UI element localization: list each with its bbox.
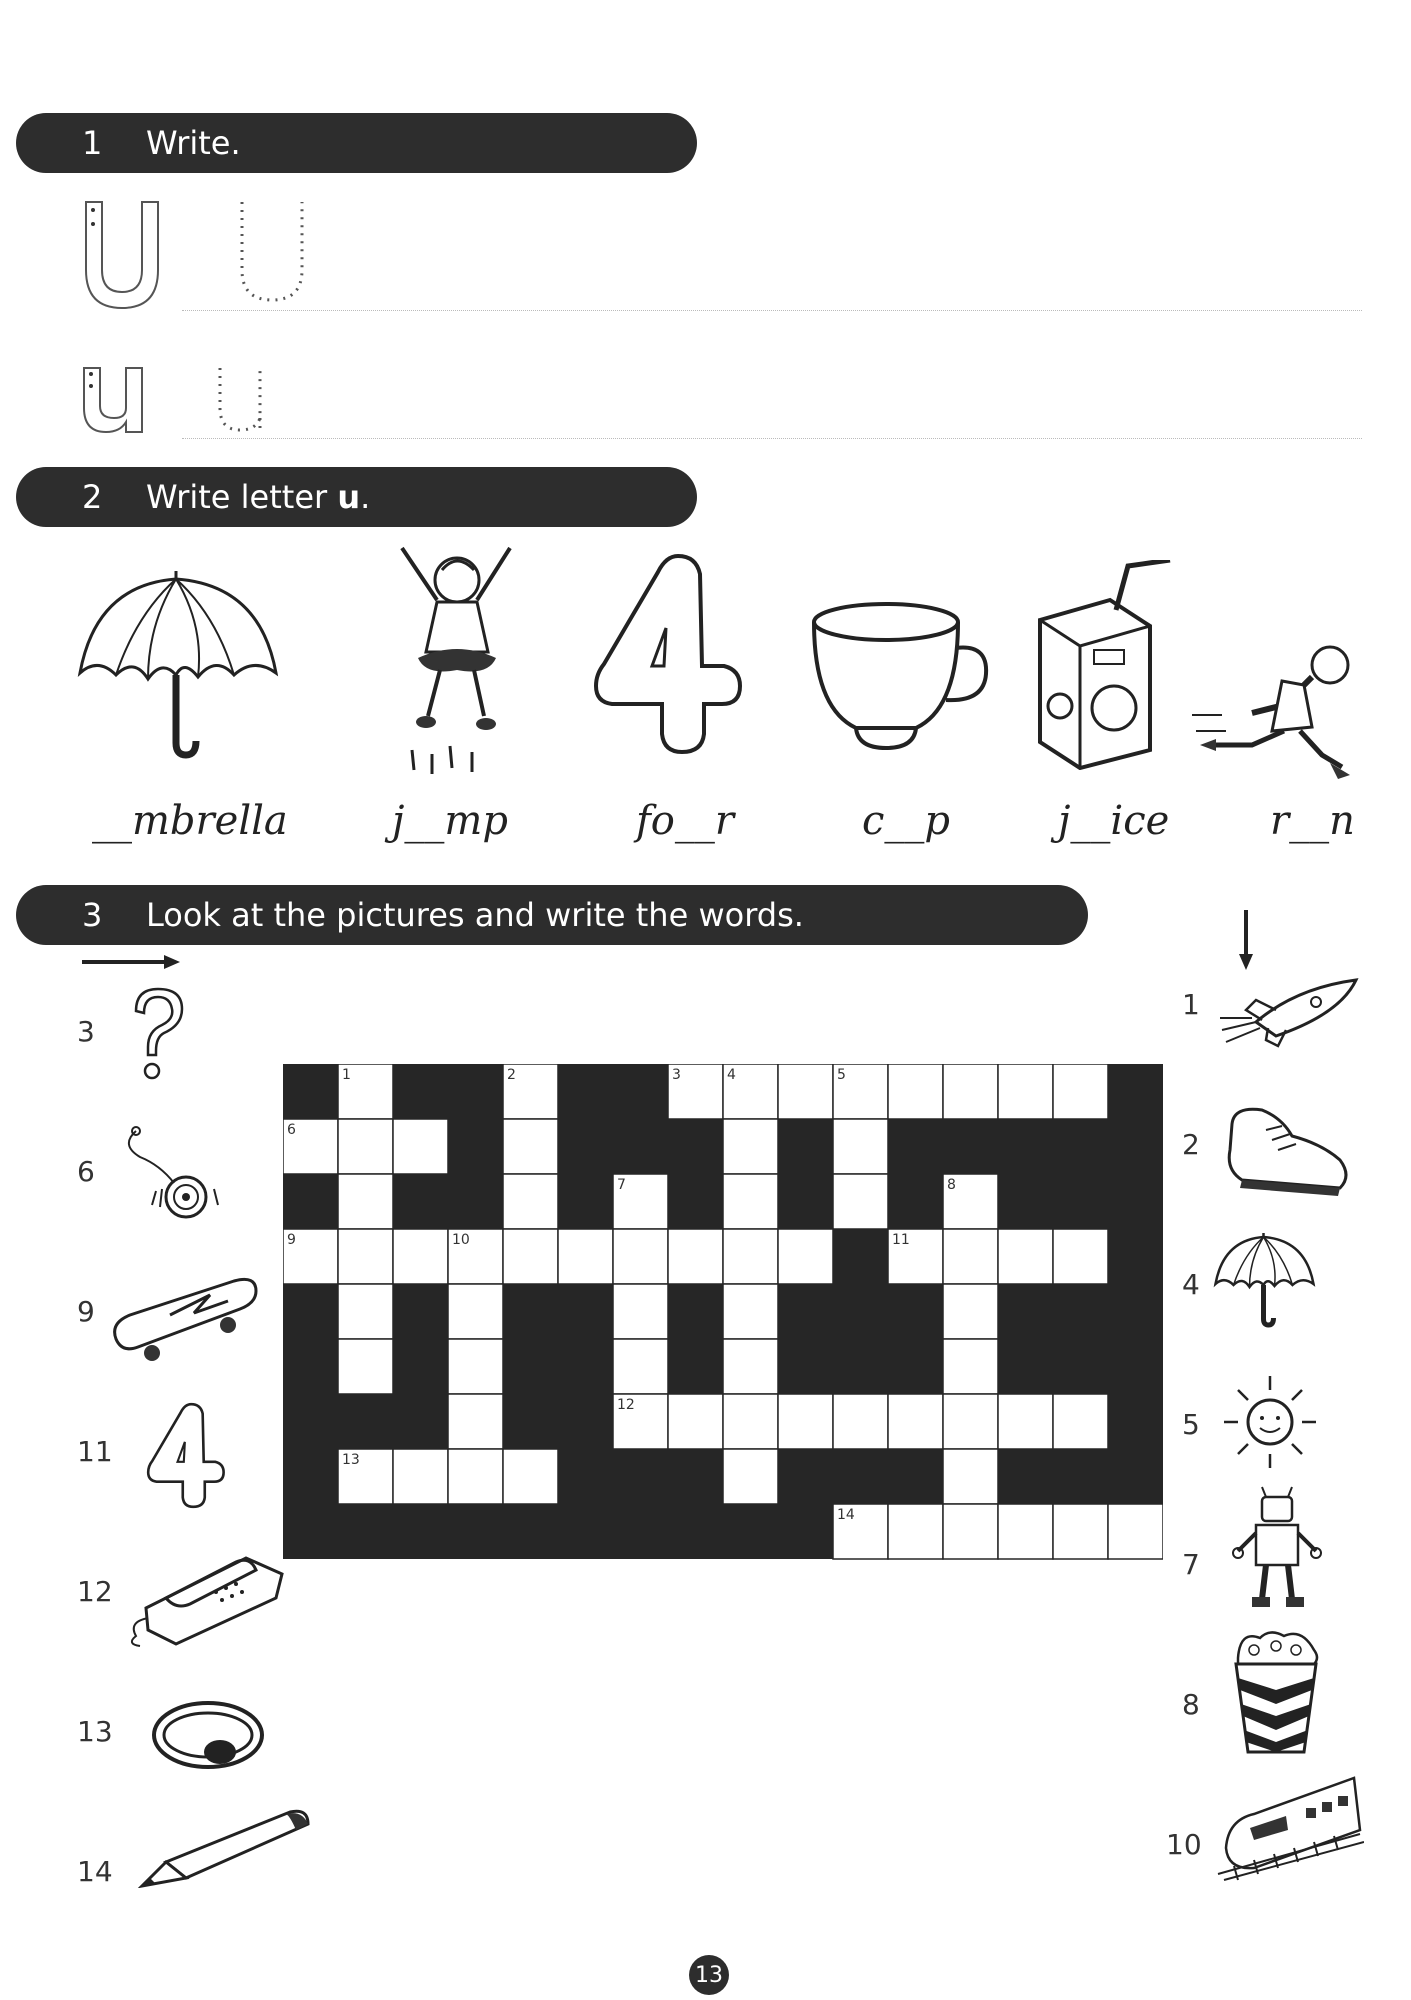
- crossword-cell[interactable]: [1108, 1504, 1163, 1559]
- crossword-cell-number: 12: [617, 1397, 635, 1413]
- crossword-cell[interactable]: [558, 1229, 613, 1284]
- crossword-cell[interactable]: [503, 1174, 558, 1229]
- instruction-letter: u: [337, 478, 361, 516]
- crossword-cell[interactable]: [723, 1119, 778, 1174]
- word-jump: j__mp: [392, 798, 508, 844]
- crossword-cell[interactable]: [888, 1064, 943, 1119]
- instruction-suffix: .: [360, 478, 371, 516]
- crossword-cell-number: 7: [617, 1177, 626, 1193]
- ring-icon: [148, 1690, 268, 1780]
- crossword-cell[interactable]: [393, 1449, 448, 1504]
- down-clue-number: 10: [1166, 1828, 1202, 1861]
- word-four: fo__r: [636, 798, 735, 844]
- exercise-instruction: Write.: [146, 124, 241, 162]
- crossword-cell[interactable]: [723, 1174, 778, 1229]
- crossword-cell-number: 8: [947, 1177, 956, 1193]
- crossword-cell[interactable]: [1053, 1394, 1108, 1449]
- crossword-cell[interactable]: [448, 1284, 503, 1339]
- crossword-cell[interactable]: [613, 1339, 668, 1394]
- crossword-cell[interactable]: [503, 1229, 558, 1284]
- crossword-cell-number: 11: [892, 1232, 910, 1248]
- crossword-cell[interactable]: [723, 1394, 778, 1449]
- crossword-cell[interactable]: [338, 1229, 393, 1284]
- crossword-cell[interactable]: [888, 1394, 943, 1449]
- rocket-icon: [1216, 970, 1376, 1050]
- crossword-cell-number: 5: [837, 1067, 846, 1083]
- train-icon: [1214, 1770, 1364, 1882]
- crossword-cell[interactable]: [943, 1394, 998, 1449]
- across-clue-number: 11: [77, 1435, 113, 1468]
- exercise-instruction: Look at the pictures and write the words.: [146, 896, 804, 934]
- across-clue-number: 9: [77, 1295, 95, 1328]
- popcorn-icon: [1230, 1628, 1322, 1756]
- crossword-cell[interactable]: [338, 1174, 393, 1229]
- crossword-cell[interactable]: [943, 1504, 998, 1559]
- writing-line[interactable]: [182, 310, 1362, 311]
- crossword-grid: [283, 1064, 1163, 1561]
- writing-line[interactable]: [182, 438, 1362, 439]
- exercise-instruction: [146, 478, 370, 516]
- juice-box-icon: [1030, 560, 1180, 770]
- exercise-number: 1: [82, 124, 103, 162]
- shoe-icon: [1222, 1100, 1352, 1200]
- crossword-cell[interactable]: [338, 1119, 393, 1174]
- instruction-prefix: Write letter: [146, 478, 328, 516]
- crossword-cell[interactable]: [943, 1339, 998, 1394]
- across-clue-number: 6: [77, 1155, 95, 1188]
- crossword-cell[interactable]: [668, 1394, 723, 1449]
- crossword-cell-number: 2: [507, 1067, 516, 1083]
- exercise-2-banner: [16, 467, 697, 527]
- across-clue-number: 12: [77, 1575, 113, 1608]
- lowercase-u-tracing: [80, 360, 300, 440]
- down-clue-number: 7: [1182, 1548, 1200, 1581]
- yoyo-icon: [116, 1125, 226, 1225]
- exercise-number: 2: [82, 478, 103, 516]
- crossword-cell[interactable]: [503, 1449, 558, 1504]
- question-mark-icon: [128, 985, 188, 1085]
- crossword-cell[interactable]: [833, 1174, 888, 1229]
- crossword-cell[interactable]: [778, 1394, 833, 1449]
- crossword-cell[interactable]: [1053, 1064, 1108, 1119]
- down-clue-number: 5: [1182, 1408, 1200, 1441]
- crossword-cell[interactable]: [998, 1229, 1053, 1284]
- uppercase-u-tracing: [80, 190, 340, 320]
- down-clue-number: 2: [1182, 1128, 1200, 1161]
- crossword-cell[interactable]: [723, 1284, 778, 1339]
- skateboard-icon: [110, 1275, 260, 1365]
- exercise-number: 3: [82, 896, 103, 934]
- crossword-cell-number: 4: [727, 1067, 736, 1083]
- crossword-cell[interactable]: [723, 1449, 778, 1504]
- exercise-3-banner: [16, 885, 1088, 945]
- crossword-cell[interactable]: [943, 1284, 998, 1339]
- word-cup: c__p: [862, 798, 951, 844]
- crossword-cell[interactable]: [668, 1229, 723, 1284]
- page-number: 13: [689, 1955, 729, 1995]
- crossword-cell[interactable]: [943, 1229, 998, 1284]
- number-four-icon: [146, 1400, 230, 1510]
- crossword-cell[interactable]: [1053, 1229, 1108, 1284]
- word-juice: j__ice: [1058, 798, 1170, 844]
- crossword-cell[interactable]: [833, 1119, 888, 1174]
- crossword-cell[interactable]: [613, 1284, 668, 1339]
- crossword-cell[interactable]: [998, 1064, 1053, 1119]
- jumping-girl-icon: [392, 540, 522, 775]
- crossword-cell[interactable]: [613, 1229, 668, 1284]
- crossword-cell-number: 9: [287, 1232, 296, 1248]
- crossword-cell[interactable]: [833, 1394, 888, 1449]
- crossword-cell-number: 3: [672, 1067, 681, 1083]
- crossword-cell-number: 14: [837, 1507, 855, 1523]
- crossword-cell[interactable]: [503, 1119, 558, 1174]
- crossword-cell-number: 6: [287, 1122, 296, 1138]
- word-umbrella: __mbrella: [92, 798, 288, 844]
- crossword-cell[interactable]: [393, 1119, 448, 1174]
- crossword-cell[interactable]: [998, 1394, 1053, 1449]
- umbrella-icon: [76, 565, 282, 765]
- crossword-cell[interactable]: [723, 1229, 778, 1284]
- sun-icon: [1220, 1372, 1320, 1472]
- robot-icon: [1232, 1485, 1322, 1611]
- umbrella-icon: [1212, 1230, 1318, 1330]
- across-clue-number: 13: [77, 1715, 113, 1748]
- crossword-cell[interactable]: [448, 1339, 503, 1394]
- crossword-cell[interactable]: [778, 1064, 833, 1119]
- crossword-cell-number: 10: [452, 1232, 470, 1248]
- crossword-cell[interactable]: [338, 1284, 393, 1339]
- down-clue-number: 4: [1182, 1268, 1200, 1301]
- crossword-cell-number: 13: [342, 1452, 360, 1468]
- crossword-cell[interactable]: [943, 1064, 998, 1119]
- down-clue-number: 1: [1182, 988, 1200, 1021]
- crossword-cell[interactable]: [448, 1394, 503, 1449]
- running-boy-icon: [1192, 635, 1362, 781]
- crossword-cell[interactable]: [1053, 1504, 1108, 1559]
- across-clue-number: 3: [77, 1015, 95, 1048]
- cup-icon: [808, 600, 990, 756]
- word-run: r__n: [1270, 798, 1355, 844]
- number-four-icon: [592, 548, 752, 758]
- pencil-icon: [136, 1808, 312, 1888]
- exercise-1-banner: [16, 113, 697, 173]
- down-clue-number: 8: [1182, 1688, 1200, 1721]
- crossword-cell[interactable]: [888, 1504, 943, 1559]
- crossword-cell-number: 1: [342, 1067, 351, 1083]
- crossword-cell[interactable]: [943, 1449, 998, 1504]
- down-arrow-icon: [1236, 908, 1256, 970]
- across-clue-number: 14: [77, 1855, 113, 1888]
- crossword-cell[interactable]: [338, 1339, 393, 1394]
- crossword-cell[interactable]: [998, 1504, 1053, 1559]
- crossword-cell[interactable]: [448, 1449, 503, 1504]
- crossword-cell[interactable]: [393, 1229, 448, 1284]
- telephone-icon: [126, 1548, 286, 1648]
- across-arrow-icon: [80, 952, 180, 972]
- crossword-cell[interactable]: [778, 1229, 833, 1284]
- crossword-cell[interactable]: [723, 1339, 778, 1394]
